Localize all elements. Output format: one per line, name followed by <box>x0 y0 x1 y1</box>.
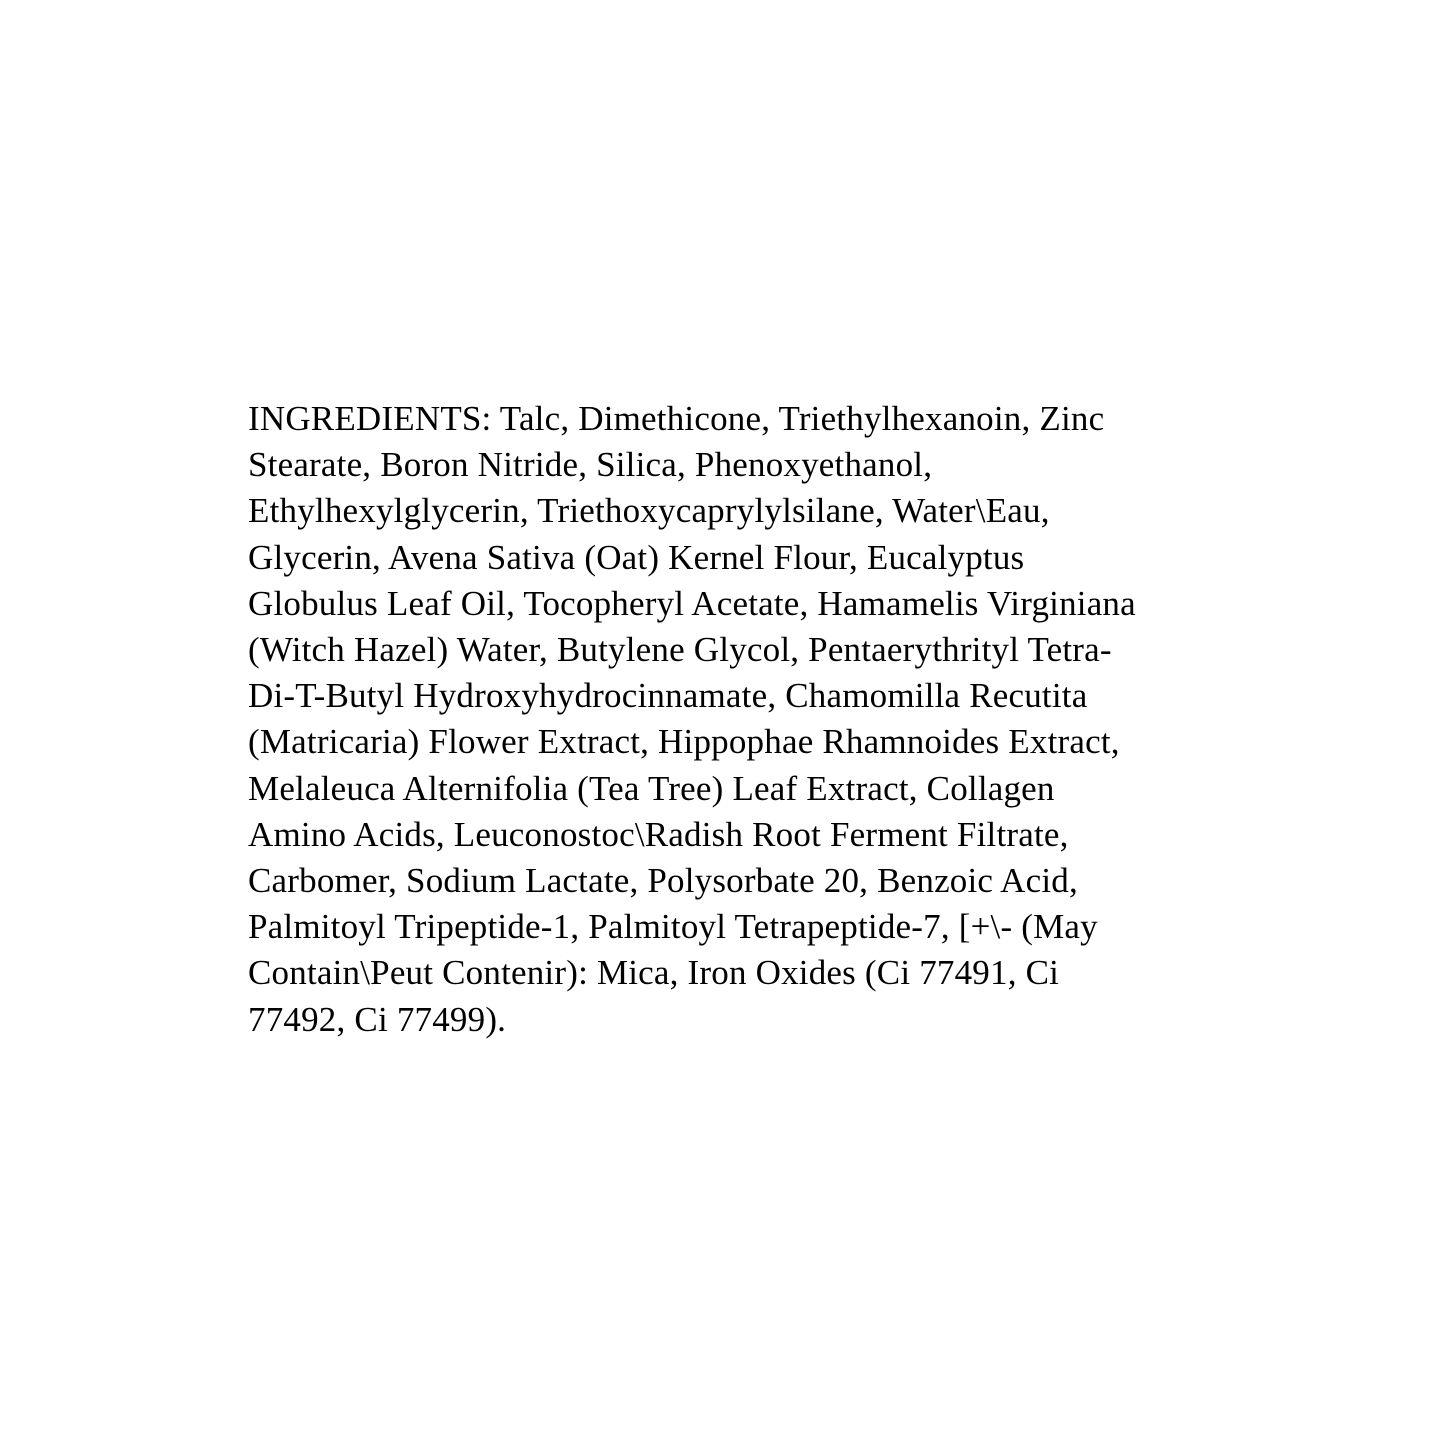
ingredients-line: (Matricaria) Flower Extract, Hippophae Rhamnoides Extract, <box>248 722 1120 762</box>
ingredients-line: Ethylhexylglycerin, Triethoxycaprylylsilane, Water\Eau, <box>248 491 1050 531</box>
ingredients-line: Stearate, Boron Nitride, Silica, Phenoxyethanol, <box>248 445 933 485</box>
ingredients-line: Palmitoyl Tripeptide-1, Palmitoyl Tetrapeptide-7, [+\- (May <box>248 907 1098 947</box>
ingredients-line: Globulus Leaf Oil, Tocopheryl Acetate, Hamamelis Virginiana <box>248 583 1136 623</box>
ingredients-line: 77492, Ci 77499). <box>248 999 507 1039</box>
ingredients-text-block <box>248 396 1228 1043</box>
ingredients-line: Glycerin, Avena Sativa (Oat) Kernel Flour, Eucalyptus <box>248 537 1025 577</box>
ingredients-line: Amino Acids, Leuconostoc\Radish Root Ferment Filtrate, <box>248 814 1069 854</box>
ingredients-line: Carbomer, Sodium Lactate, Polysorbate 20, Benzoic Acid, <box>248 861 1078 901</box>
ingredients-line: Melaleuca Alternifolia (Tea Tree) Leaf Extract, Collagen <box>248 768 1055 808</box>
ingredients-line: Di-T-Butyl Hydroxyhydrocinnamate, Chamomilla Recutita <box>248 676 1088 716</box>
ingredients-line: Contain\Peut Contenir): Mica, Iron Oxides (Ci 77491, Ci <box>248 953 1060 993</box>
ingredients-line: INGREDIENTS: Talc, Dimethicone, Triethylhexanoin, Zinc <box>248 399 1105 438</box>
ingredients-line: (Witch Hazel) Water, Butylene Glycol, Pentaerythrityl Tetra- <box>248 630 1112 670</box>
